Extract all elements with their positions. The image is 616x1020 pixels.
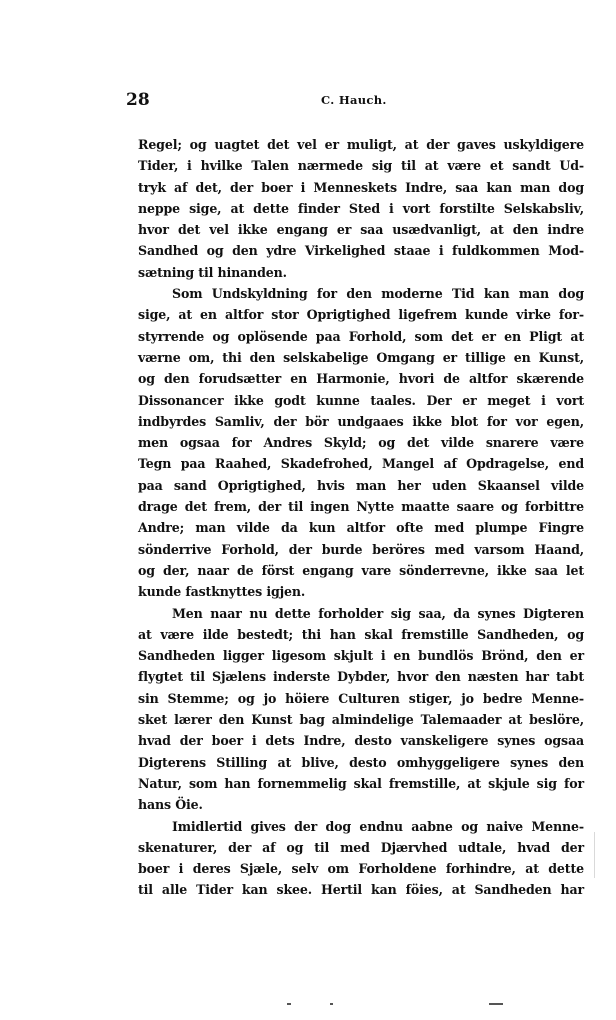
- text-line: kunde fastknyttes igjen.: [138, 584, 306, 600]
- body-text: [138, 134, 584, 901]
- margin-mark: [594, 832, 595, 878]
- text-line: til alle Tider kan skee. Hertil kan föies, at Sandheden har: [138, 882, 584, 898]
- text-line: indbyrdes Samliv, der bör undgaaes ikke blot for vor egen,: [138, 413, 584, 429]
- running-head: C. Hauch.: [321, 93, 387, 107]
- page-number: 28: [126, 90, 150, 110]
- text-line: Regel; og uagtet det vel er muligt, at der gaves uskyldigere: [138, 137, 584, 152]
- text-line: Dissonancer ikke godt kunne taales. Der er meget i vort: [138, 392, 584, 408]
- text-line: Digterens Stilling at blive, desto omhyggeligere synes den: [138, 754, 584, 770]
- text-line: Natur, som han fornemmelig skal fremstille, at skjule sig for: [138, 775, 584, 791]
- text-line: drage det frem, der til ingen Nytte maatte saare og forbittre: [138, 499, 584, 515]
- text-line: Andre; man vilde da kun altfor ofte med plumpe Fingre: [138, 520, 584, 536]
- text-line: at være ilde bestedt; thi han skal fremstille Sandheden, og: [138, 626, 584, 642]
- text-line: sige, at en altfor stor Oprigtighed ligefrem kunde virke for-: [138, 307, 584, 323]
- text-line: Som Undskyldning for den moderne Tid kan man dog: [172, 286, 584, 302]
- text-line: Tider, i hvilke Talen nærmede sig til at være et sandt Ud-: [138, 158, 584, 174]
- text-line: sætning til hinanden.: [138, 264, 287, 280]
- text-line: men ogsaa for Andres Skyld; og det vilde snarere være: [138, 435, 584, 451]
- text-line: flygtet til Sjælens inderste Dybder, hvor den næsten har tabt: [138, 669, 584, 685]
- text-line: Tegn paa Raahed, Skadefrohed, Mangel af Opdragelse, end: [138, 456, 584, 472]
- text-line: hans Öie.: [138, 797, 203, 813]
- text-line: Sandheden ligger ligesom skjult i en bundlös Brönd, den er: [138, 648, 584, 664]
- text-line: sönderrive Forhold, der burde beröres med varsom Haand,: [138, 541, 584, 557]
- text-line: paa sand Oprigtighed, hvis man her uden Skaansel vilde: [138, 477, 584, 493]
- text-line: og den forudsætter en Harmonie, hvori de altfor skærende: [138, 371, 584, 387]
- text-line: Imidlertid gives der dog endnu aabne og naive Menne-: [172, 818, 584, 834]
- text-line: tryk af det, der boer i Menneskets Indre, saa kan man dog: [138, 179, 584, 195]
- text-line: sket lærer den Kunst bag almindelige Talemaader at beslöre,: [138, 712, 584, 728]
- footer-marks: [0, 1003, 616, 1013]
- text-line: værne om, thi den selskabelige Omgang er tillige en Kunst,: [138, 349, 584, 365]
- text-line: hvad der boer i dets Indre, desto vanskeligere synes ogsaa: [138, 733, 584, 749]
- text-line: hvor det vel ikke engang er saa usædvanligt, at den indre: [138, 222, 584, 238]
- text-line: neppe sige, at dette finder Sted i vort forstilte Selskabsliv,: [138, 200, 584, 216]
- text-line: Sandhed og den ydre Virkelighed staae i fuldkommen Mod-: [138, 243, 584, 259]
- text-line: sin Stemme; og jo höiere Culturen stiger, jo bedre Menne-: [138, 690, 584, 706]
- text-line: skenaturer, der af og til med Djærvhed udtale, hvad der: [138, 839, 584, 855]
- page-header: [126, 90, 586, 112]
- text-line: Men naar nu dette forholder sig saa, da synes Digteren: [172, 605, 584, 621]
- text-line: og der, naar de först engang vare sönderrevne, ikke saa let: [138, 562, 584, 578]
- text-line: boer i deres Sjæle, selv om Forholdene forhindre, at dette: [138, 861, 584, 877]
- text-line: styrrende og oplösende paa Forhold, som det er en Pligt at: [138, 328, 584, 344]
